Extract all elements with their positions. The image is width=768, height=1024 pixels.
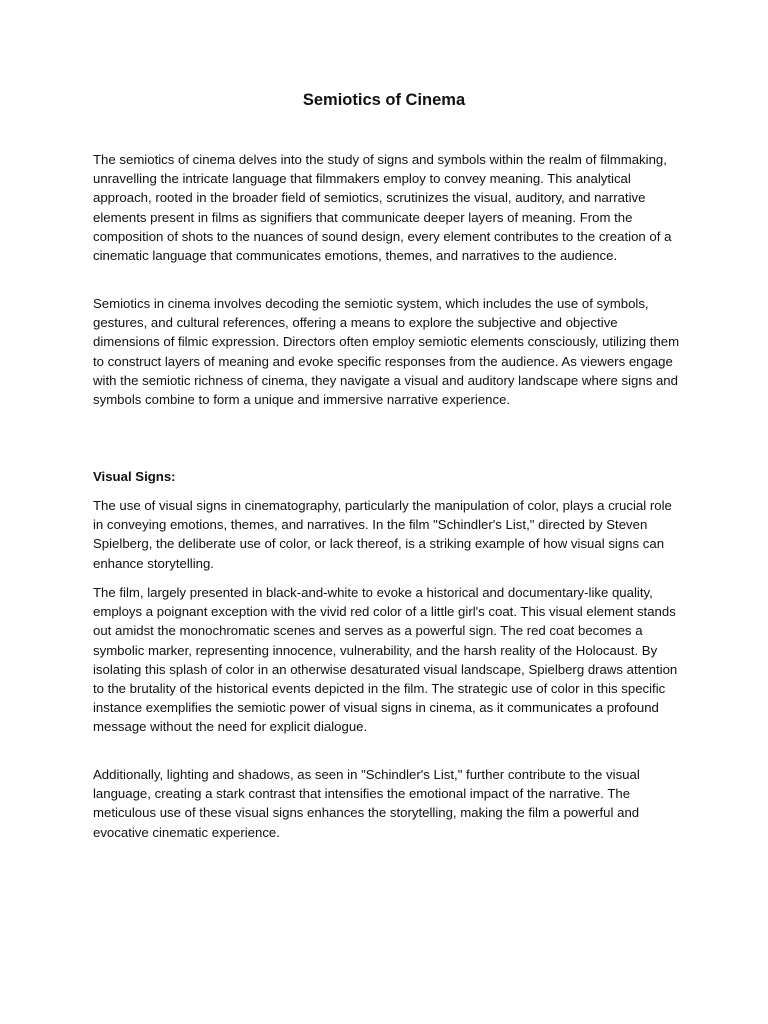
intro-paragraph: The semiotics of cinema delves into the study of signs and symbols within the realm of filmmaking, unravelling the intricate language that filmmakers employ to convey meaning. This analytical approach, rooted in the broader field of semiotics, scrutinizes the visual, auditory, and narrative elements present in films as signifiers that communicate deeper layers of meaning. From the composition of shots to the nuances of sound design, every element contributes to the creation of a cinematic language that communicates emotions, themes, and narratives to the audience.	[93, 152, 672, 264]
visual-signs-paragraph-2: The film, largely presented in black-and-white to evoke a historical and documentary-like quality, employs a poignant exception with the vivid red color of a little girl's coat. This visual element stands out amidst the monochromatic scenes and serves as a powerful sign. The red coat becomes a symbolic marker, representing innocence, vulnerability, and the harsh reality of the Holocaust. By isolating this splash of color in an otherwise desaturated visual landscape, Spielberg draws attention to the brutality of the historical events depicted in the film. The strategic use of color in this specific instance exemplifies the semiotic power of visual signs in cinema, as it communicates a profound message without the need for explicit dialogue.	[93, 585, 678, 735]
semiotic-system-paragraph: Semiotics in cinema involves decoding the semiotic system, which includes the use of symbols, gestures, and cultural references, offering a means to explore the subjective and objective dimensions of filmic expression. Directors often employ semiotic elements consciously, utilizing them to construct layers of meaning and evoke specific responses from the audience. As viewers engage with the semiotic richness of cinema, they navigate a visual and auditory landscape where signs and symbols combine to form a unique and immersive narrative experience.	[93, 296, 680, 408]
visual-signs-heading: Visual Signs:	[93, 469, 176, 484]
visual-signs-paragraph-3: Additionally, lighting and shadows, as seen in "Schindler's List," further contribute to the visual language, creating a stark contrast that intensifies the emotional impact of the narrative. The meticulous use of these visual signs enhances the storytelling, making the film a powerful and evocative cinematic experience.	[93, 767, 640, 840]
page-title: Semiotics of Cinema	[302, 91, 466, 109]
visual-signs-paragraph-1: The use of visual signs in cinematography, particularly the manipulation of color, plays a crucial role in conveying emotions, themes, and narratives. In the film "Schindler's List," directed by Steven Spielberg, the deliberate use of color, or lack thereof, is a striking example of how visual signs can enhance storytelling.	[93, 498, 672, 571]
